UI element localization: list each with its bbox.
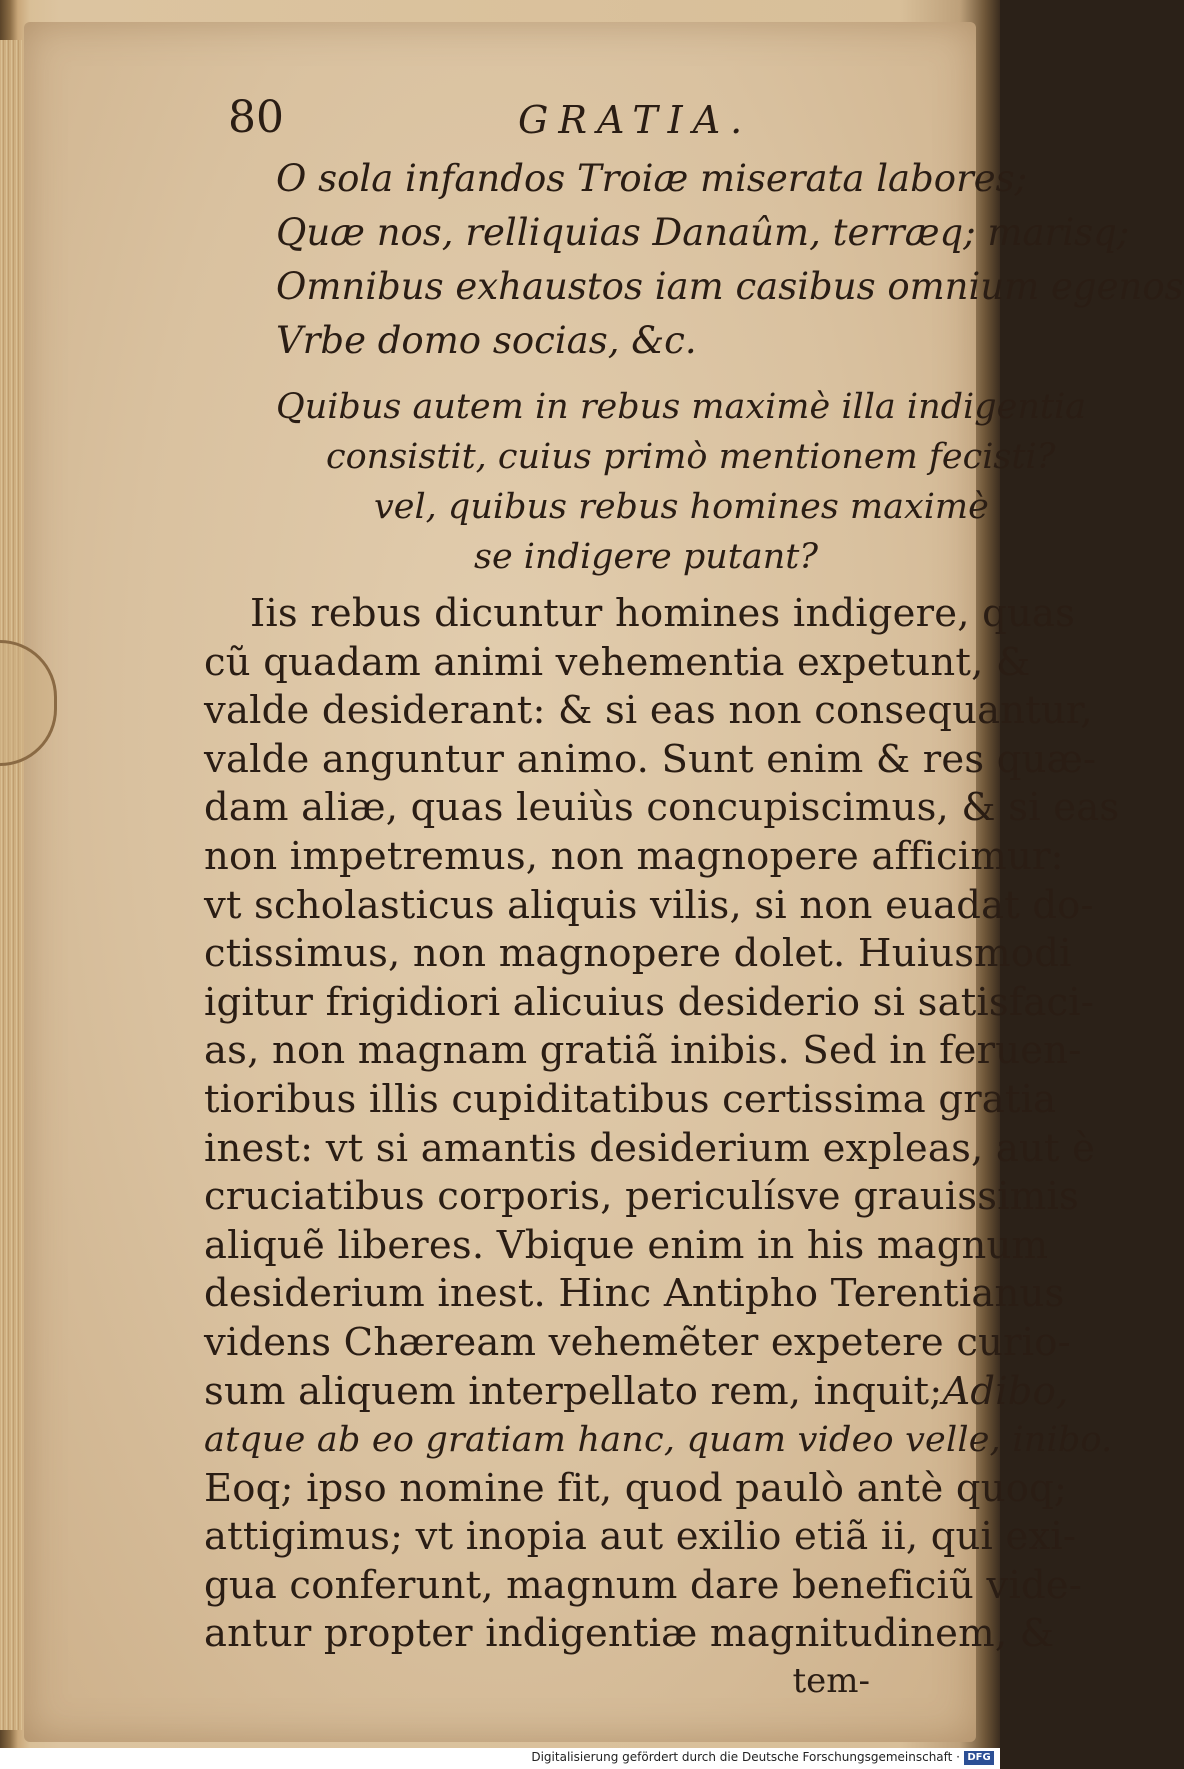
- body-line: attigimus; vt inopia aut exilio etiã ii, qui exi-: [204, 1514, 1077, 1560]
- footer-credit: Digitalisierung gefördert durch die Deutsche Forschungsgemeinschaft ·: [531, 1750, 960, 1764]
- body-line: valde desiderant: & si eas non consequantur,: [204, 688, 1093, 734]
- running-head: GRATIA.: [518, 98, 753, 142]
- body-line: aliquẽ liberes. Vbique enim in his magnum: [204, 1222, 1049, 1268]
- body-line: Eoq; ipso nomine fit, quod paulò antè quoq;: [204, 1465, 1068, 1511]
- page-number: 80: [228, 92, 284, 143]
- body-line: gua conferunt, magnum dare beneficiũ vide-: [204, 1562, 1082, 1608]
- body-line: cũ quadam animi vehementia expetunt, &: [204, 639, 1031, 685]
- body-line: cruciatibus corporis, periculísve grauissimis: [204, 1174, 1079, 1220]
- body-line: desiderium inest. Hinc Antipho Terentianus: [204, 1271, 1065, 1317]
- text-block: [204, 92, 1184, 1703]
- question-line: consistit, cuius primò mentionem fecisti?: [326, 437, 1056, 477]
- question-line: vel, quibus rebus homines maximè: [374, 487, 989, 527]
- question-line: Quibus autem in rebus maximè illa indigentia: [276, 387, 1087, 427]
- body-line: non impetremus, non magnopere afficimur:: [204, 833, 1064, 879]
- body-line: igitur frigidiori alicuius desiderio si satisfaci-: [204, 979, 1094, 1025]
- body-line: valde anguntur animo. Sunt enim & res quæ-: [204, 736, 1097, 782]
- page-edge-stack: [0, 40, 22, 1730]
- verse-line: O sola infandos Troiæ miserata labores;: [276, 157, 1028, 200]
- dfg-logo-icon: DFG: [964, 1751, 994, 1765]
- verse-line: Omnibus exhaustos iam casibus omnium egenos: [276, 265, 1184, 308]
- body-line: tioribus illis cupiditatibus certissima gratia: [204, 1076, 1057, 1122]
- page-header: [228, 92, 988, 152]
- body-line-italic-quote: atque ab eo gratiam hanc, quam video velle, inibo.: [204, 1420, 1113, 1461]
- body-line: vt scholasticus aliquis vilis, si non euadat do-: [204, 882, 1094, 928]
- body-line: [204, 1368, 1069, 1417]
- body-line: Iis rebus dicuntur homines indigere, quas: [250, 591, 1076, 636]
- body-line-roman: sum aliquem interpellato rem, inquit;: [204, 1368, 943, 1414]
- question-line: se indigere putant?: [474, 537, 819, 577]
- verse-quote: [228, 152, 1184, 368]
- body-line-italic: Adibo,: [942, 1368, 1069, 1414]
- footer-bar: [0, 1748, 1000, 1769]
- body-line: ctissimus, non magnopere dolet. Huiusmodi: [204, 931, 1072, 977]
- body-text: [204, 590, 1120, 1659]
- question-heading: [228, 382, 1087, 582]
- body-line: inest: vt si amantis desiderium expleas, aut è: [204, 1125, 1096, 1171]
- catchword: tem-: [792, 1661, 870, 1702]
- body-line: as, non magnam gratiã inibis. Sed in feruen-: [204, 1028, 1082, 1074]
- body-line: dam aliæ, quas leuiùs concupiscimus, & si eas: [204, 785, 1120, 831]
- body-line: videns Chæream vehemẽter expetere curio-: [204, 1319, 1071, 1365]
- verse-line: Vrbe domo socias, &c.: [276, 319, 697, 362]
- verse-line: Quæ nos, relliquias Danaûm, terræq; marisq;: [276, 211, 1130, 254]
- body-line: antur propter indigentiæ magnitudinem, &: [204, 1611, 1055, 1657]
